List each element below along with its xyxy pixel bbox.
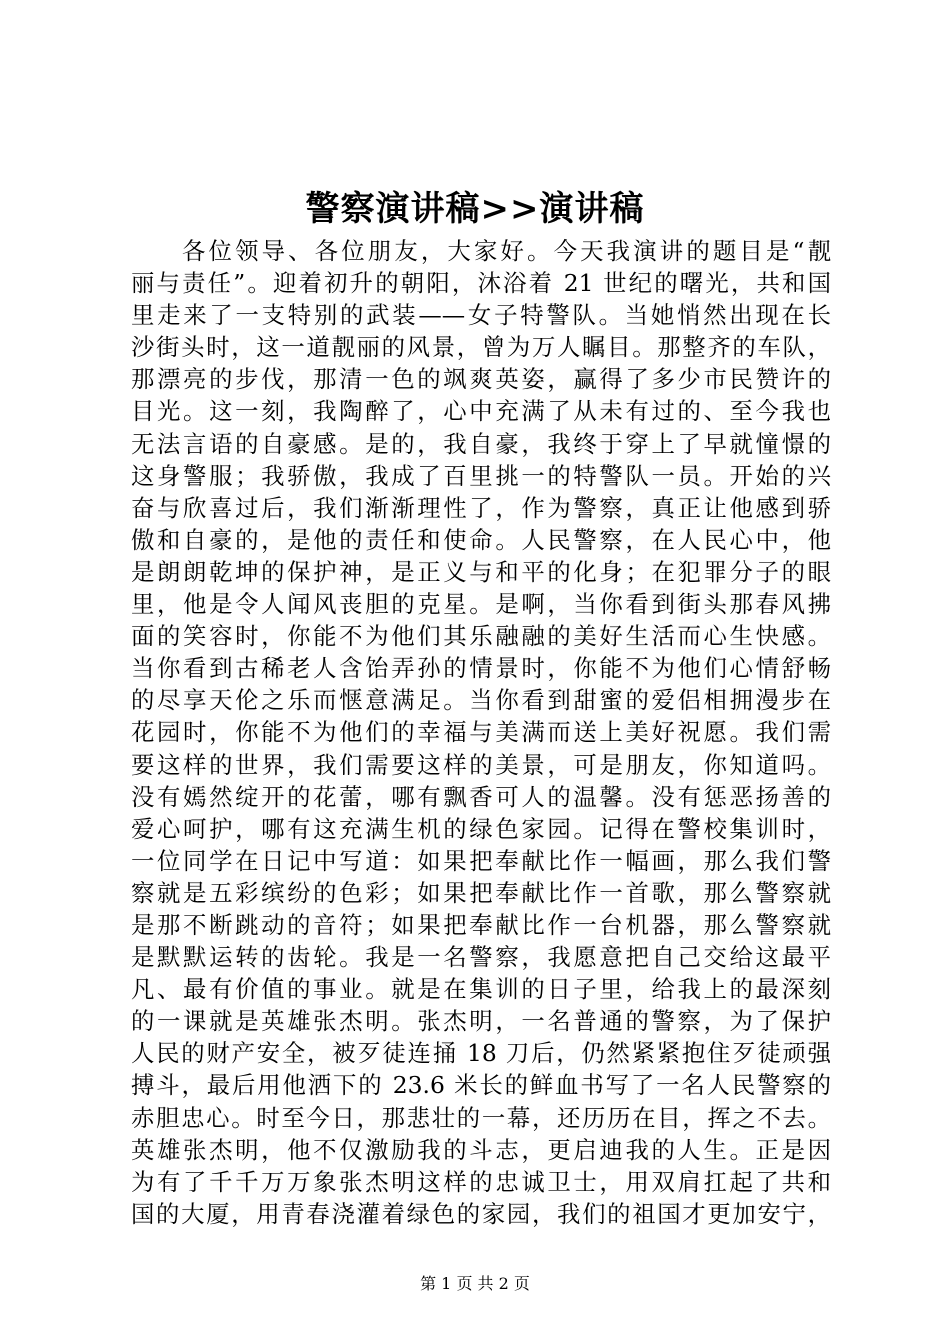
body-line: 爱心呵护，哪有这充满生机的绿色家园。记得在警校集训时， — [131, 814, 831, 843]
body-line: 无法言语的自豪感。是的，我自豪，我终于穿上了早就憧憬的 — [131, 429, 831, 458]
body-line: 人民的财产安全，被歹徒连捅 18 刀后，仍然紧紧抱住歹徒顽强 — [131, 1039, 831, 1068]
body-line: 那漂亮的步伐，那清一色的飒爽英姿，赢得了多少市民赞许的 — [131, 365, 831, 394]
document-body — [131, 235, 831, 1230]
body-line: 要这样的世界，我们需要这样的美景，可是朋友，你知道吗。 — [131, 750, 831, 779]
body-line: 英雄张杰明，他不仅激励我的斗志，更启迪我的人生。正是因 — [131, 1135, 831, 1164]
document-title: 警察演讲稿>>演讲稿 — [305, 189, 645, 229]
body-line: 目光。这一刻，我陶醉了，心中充满了从未有过的、至今我也 — [131, 397, 831, 426]
body-line: 面的笑容时，你能不为他们其乐融融的美好生活而心生快感。 — [131, 622, 831, 651]
body-line: 国的大厦，用青春浇灌着绿色的家园，我们的祖国才更加安宁， — [131, 1199, 831, 1228]
body-line: 凡、最有价值的事业。就是在集训的日子里，给我上的最深刻 — [131, 975, 831, 1004]
body-line: 丽与责任”。迎着初升的朝阳，沐浴着 21 世纪的曙光，共和国 — [131, 269, 831, 298]
body-line: 没有嫣然绽开的花蕾，哪有飘香可人的温馨。没有惩恶扬善的 — [131, 782, 831, 811]
body-line: 的尽享天伦之乐而惬意满足。当你看到甜蜜的爱侣相拥漫步在 — [131, 686, 831, 715]
page-footer: 第 1 页 共 2 页 — [420, 1274, 530, 1293]
body-line: 为有了千千万万象张杰明这样的忠诚卫士，用双肩扛起了共和 — [131, 1167, 831, 1196]
body-line: 是朗朗乾坤的保护神，是正义与和平的化身；在犯罪分子的眼 — [131, 557, 831, 586]
body-line: 奋与欣喜过后，我们渐渐理性了，作为警察，真正让他感到骄 — [131, 493, 831, 522]
body-line: 搏斗，最后用他洒下的 23.6 米长的鲜血书写了一名人民警察的 — [131, 1071, 831, 1100]
body-line: 各位领导、各位朋友，大家好。今天我演讲的题目是“靓 — [182, 237, 831, 265]
body-line: 是那不断跳动的音符；如果把奉献比作一台机器，那么警察就 — [131, 910, 831, 939]
body-line: 是默默运转的齿轮。我是一名警察，我愿意把自己交给这最平 — [131, 943, 831, 972]
body-line: 花园时，你能不为他们的幸福与美满而送上美好祝愿。我们需 — [131, 718, 831, 747]
body-line: 傲和自豪的，是他的责任和使命。人民警察，在人民心中，他 — [131, 525, 831, 554]
body-line: 赤胆忠心。时至今日，那悲壮的一幕，还历历在目，挥之不去。 — [131, 1103, 831, 1132]
body-line: 沙街头时，这一道靓丽的风景，曾为万人瞩目。那整齐的车队， — [131, 333, 831, 362]
body-line: 当你看到古稀老人含饴弄孙的情景时，你能不为他们心情舒畅 — [131, 654, 831, 683]
body-line: 察就是五彩缤纷的色彩；如果把奉献比作一首歌，那么警察就 — [131, 878, 831, 907]
body-line: 里，他是令人闻风丧胆的克星。是啊，当你看到街头那春风拂 — [131, 590, 831, 619]
body-line: 一位同学在日记中写道：如果把奉献比作一幅画，那么我们警 — [131, 846, 831, 875]
body-line: 的一课就是英雄张杰明。张杰明，一名普通的警察，为了保护 — [131, 1007, 831, 1036]
body-line: 里走来了一支特别的武装——女子特警队。当她悄然出现在长 — [131, 301, 831, 330]
body-line: 这身警服；我骄傲，我成了百里挑一的特警队一员。开始的兴 — [131, 461, 831, 490]
